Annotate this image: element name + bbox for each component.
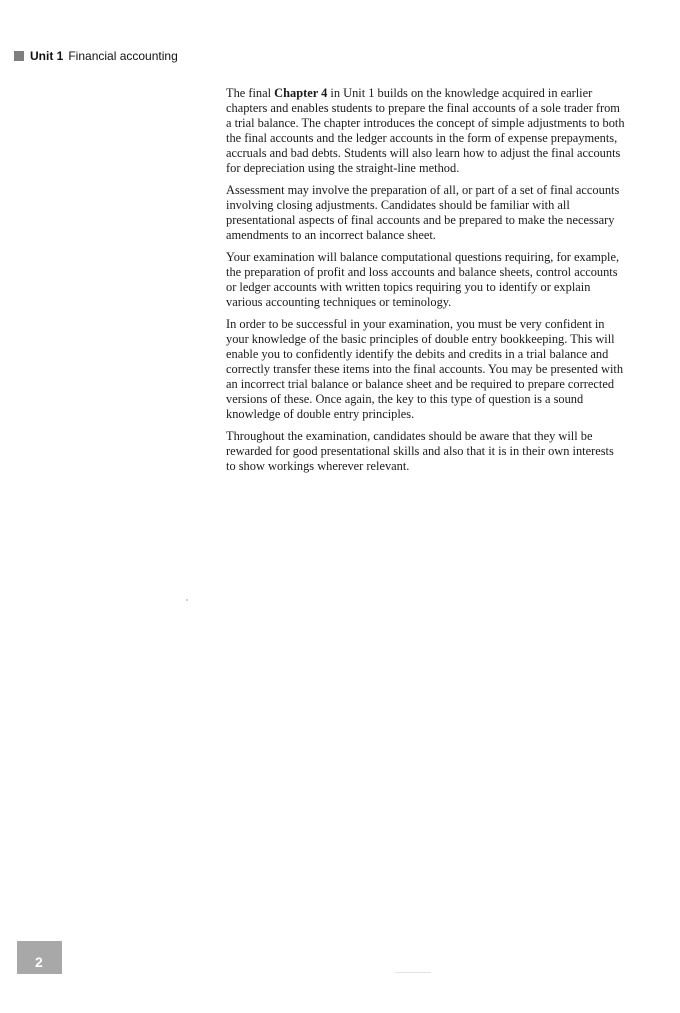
paragraph-1-lead: The final [226, 86, 275, 100]
header-section-title: Financial accounting [68, 49, 178, 63]
header-unit-label: Unit 1 [30, 49, 64, 63]
paragraph-3: Your examination will balance computational questions requiring, for example, the preparation of profit and loss accounts and balance sheets, control accounts or ledger accounts with written topics requiring you to identify or explain various accounting techniques or teminology. [226, 250, 620, 309]
paragraph-2: Assessment may involve the preparation of all, or part of a set of final accounts involving closing adjustments. Candidates should be familiar with all presentational aspects of final accounts and be prepared to make the necessary amendments to an incorrect balance sheet. [226, 183, 620, 242]
page-number: 2 [35, 954, 43, 970]
scan-mark [395, 972, 431, 973]
page-number-badge [17, 941, 62, 974]
running-header [14, 49, 178, 63]
chapter-reference: Chapter 4 [274, 86, 328, 100]
paragraph-1-rest: in Unit 1 builds on the knowledge acquired in earlier chapters and enables students to prepare the final accounts of a sole trader from a trial balance. The chapter introduces the concept of simple adjustments to both the final accounts and the ledger accounts in the form of expense prepayments, accruals and bad debts. Students will also learn how to adjust the final accounts for depreciation using the straight-line method. [226, 86, 625, 175]
body-text [226, 86, 626, 481]
paragraph-1 [226, 86, 626, 176]
scan-speck [186, 599, 188, 601]
paragraph-5: Throughout the examination, candidates should be aware that they will be rewarded for good presentational skills and also that it is in their own interests to show workings wherever relevant. [226, 429, 614, 473]
header-square-marker [14, 51, 24, 61]
paragraph-4: In order to be successful in your examination, you must be very confident in your knowledge of the basic principles of double entry bookkeeping. This will enable you to confidently identify the debits and credits in a trial balance and correctly transfer these items into the final accounts. You may be presented with an incorrect trial balance or balance sheet and be required to prepare corrected versions of these. Once again, the key to this type of question is a sound knowledge of double entry principles. [226, 317, 624, 421]
